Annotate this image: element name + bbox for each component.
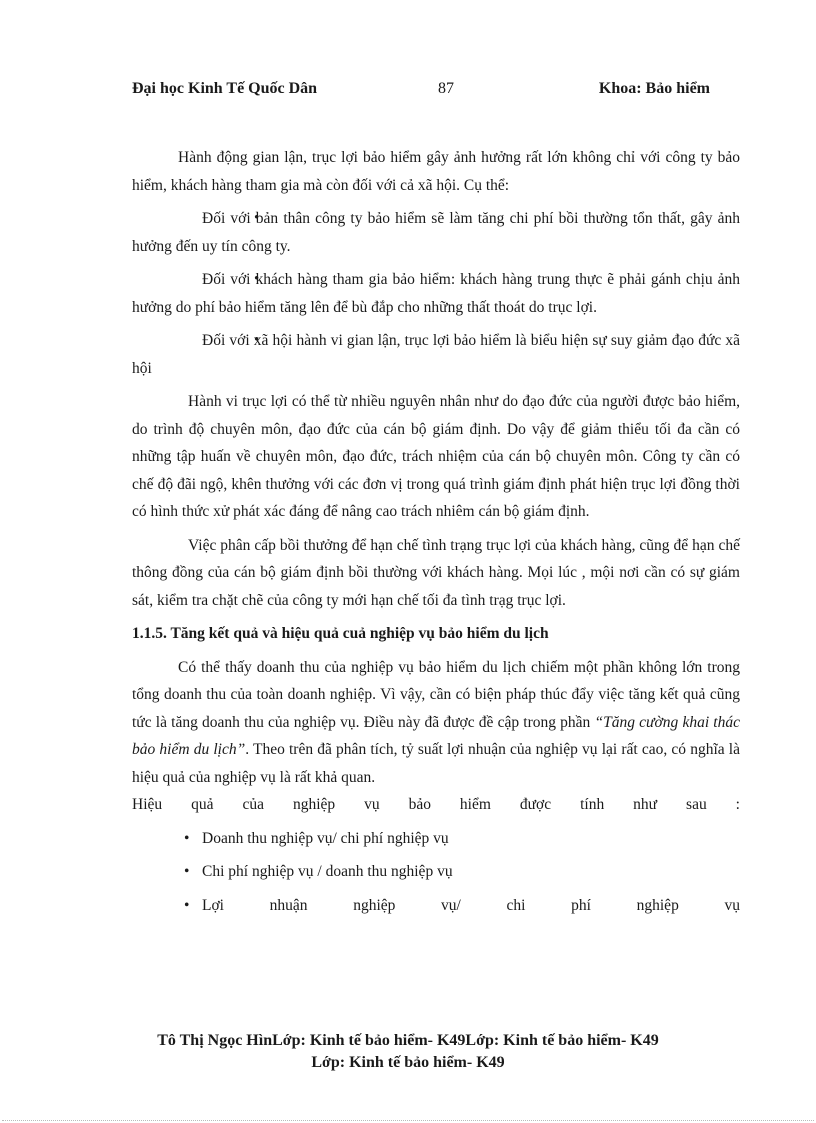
header-faculty: Khoa: Bảo hiểm	[598, 80, 710, 97]
paragraph-results	[132, 654, 740, 792]
list-item-3: • Lợi nhuận nghiệp vụ/ chi phí nghiệp vụ	[132, 892, 740, 920]
list-item-1: • Doanh thu nghiệp vụ/ chi phí nghiệp vụ	[132, 825, 740, 853]
page-header	[132, 80, 710, 104]
paragraph-compensation: Việc phân cấp bồi thưởng để hạn chế tình trạng trục lợi của khách hàng, cũng để hạn chế thông đồng của cán bộ giám định bồi thường với khách hàng. Mọi lúc , mội nơi cần có sự giám sát, kiểm tra chặt chẽ của công ty mới hạn chế tối đa tình trạg trục lợi.	[132, 536, 740, 609]
footer-line-2: Lớp: Kinh tế bảo hiểm- K49	[311, 1054, 505, 1071]
document-body	[132, 144, 740, 919]
bullet-insurer: • Đối với bản thân công ty bảo hiểm sẽ làm tăng chi phí bồi thường tổn thất, gây ảnh hưởng đến uy tín công ty.	[132, 205, 740, 260]
header-university: Đại học Kinh Tế Quốc Dân	[132, 80, 318, 97]
paragraph-results-italic: “Tăng cường khai thác bảo hiểm du lịch”	[132, 713, 740, 758]
paragraph-causes: Hành vi trục lợi có thể từ nhiều nguyên nhân như do đạo đức của người được bảo hiểm, do trình độ chuyên môn, đạo đức của cán bộ giám định. Do vậy để giảm thiểu tối đa cần có những tập huấn về chuyên môn, đạo đức, trách nhiệm của cán bộ chuyên môn. Công ty cần có chế độ đãi ngộ, khên thưởng với các đơn vị trong quá trình giám định phát hiện trục lợi đồng thời có hình thức xử phát xác đáng để nâng cao trách nhiêm cán bộ giám định.	[132, 393, 740, 520]
page-footer	[0, 1030, 816, 1074]
bullet-customer: • Đối với khách hàng tham gia bảo hiểm: khách hàng trung thực ẽ phải gánh chịu ảnh hưởng do phí bảo hiểm tăng lên để bù đắp cho những thất thoát do trục lợi.	[132, 266, 740, 321]
paragraph-efficiency-line: Hiệu quả của nghiệp vụ bảo hiểm được tính như sau :	[132, 796, 740, 813]
paragraph-fraud-impact: Hành động gian lận, trục lợi bảo hiểm gây ảnh hưởng rất lớn không chỉ với công ty bảo hiểm, khách hàng tham gia mà còn đối với cả xã hội. Cụ thể:	[132, 149, 740, 194]
bullet-society: • Đối với xã hội hành vi gian lận, trục lợi bảo hiểm là biểu hiện sự suy giảm đạo đức xã hội	[132, 327, 740, 382]
paragraph-results-end: . Theo trên đã phân tích, tỷ suất lợi nhuận của nghiệp vụ lại rất cao, có nghĩa là hiệu quả của nghiệp vụ là rất khả quan.	[132, 741, 740, 786]
header-page-number: 87	[438, 80, 454, 97]
section-heading: 1.1.5. Tăng kết quả và hiệu quả cuả nghiệp vụ bảo hiểm du lịch	[132, 625, 549, 642]
paragraph-results-start: Có thể thấy doanh thu của nghiệp vụ bảo hiểm du lịch chiếm một phần không lớn trong tổng doanh thu của toàn doanh nghiệp. Vì vậy, cần có biện pháp thúc đẩy việc tăng kết quả cũng tức là tăng doanh thu của nghiệp vụ. Điều này đã được đề cập trong phần	[132, 658, 740, 731]
footer-line-1: Tô Thị Ngọc HìnLớp: Kinh tế bảo hiểm- K49Lớp: Kinh tế bảo hiểm- K49	[157, 1032, 659, 1049]
list-item-2: • Chi phí nghiệp vụ / doanh thu nghiệp vụ	[132, 858, 740, 886]
